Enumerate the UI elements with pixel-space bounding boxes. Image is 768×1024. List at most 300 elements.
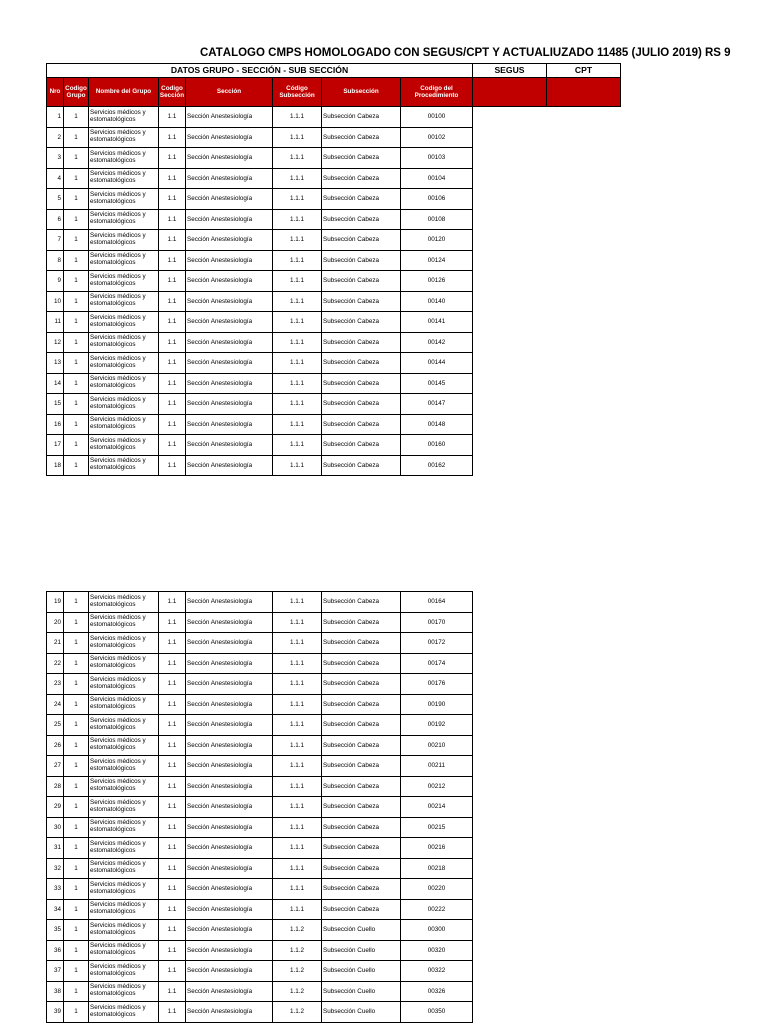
cell-subseccion: Subsección Cabeza — [322, 694, 401, 715]
cell-codigo-subseccion: 1.1.1 — [273, 756, 322, 777]
cell-nombre-grupo: Servicios médicos y estomatológicos — [89, 107, 159, 128]
cell-subseccion: Subsección Cabeza — [322, 674, 401, 695]
cell-seccion: Sección Anestesiología — [186, 312, 273, 333]
cell-nro: 18 — [47, 455, 64, 476]
cell-codigo-subseccion: 1.1.1 — [273, 653, 322, 674]
cell-codigo-subseccion: 1.1.1 — [273, 394, 322, 415]
cell-nombre-grupo: Servicios médicos y estomatológicos — [89, 189, 159, 210]
cell-codigo-grupo: 1 — [64, 715, 89, 736]
cell-subseccion: Subsección Cabeza — [322, 797, 401, 818]
cell-codigo-seccion: 1.1 — [159, 271, 186, 292]
header-band-row — [47, 64, 621, 78]
cell-codigo-grupo: 1 — [64, 592, 89, 613]
cell-seccion: Sección Anestesiología — [186, 107, 273, 128]
cell-codigo-grupo: 1 — [64, 776, 89, 797]
cell-codigo-subseccion: 1.1.1 — [273, 107, 322, 128]
cell-codigo-procedimiento: 00142 — [401, 332, 473, 353]
cell-nro: 36 — [47, 940, 64, 961]
cell-subseccion: Subsección Cabeza — [322, 353, 401, 374]
cell-nombre-grupo: Servicios médicos y estomatológicos — [89, 920, 159, 941]
cell-subseccion: Subsección Cabeza — [322, 858, 401, 879]
cell-subseccion: Subsección Cabeza — [322, 756, 401, 777]
cell-codigo-grupo: 1 — [64, 858, 89, 879]
cell-nombre-grupo: Servicios médicos y estomatológicos — [89, 394, 159, 415]
table-row — [47, 756, 473, 777]
cell-codigo-grupo: 1 — [64, 435, 89, 456]
cell-subseccion: Subsección Cabeza — [322, 592, 401, 613]
cell-subseccion: Subsección Cabeza — [322, 612, 401, 633]
cell-nro: 1 — [47, 107, 64, 128]
cell-codigo-procedimiento: 00103 — [401, 148, 473, 169]
cell-codigo-procedimiento: 00215 — [401, 817, 473, 838]
table-row — [47, 858, 473, 879]
cell-codigo-procedimiento: 00164 — [401, 592, 473, 613]
cell-seccion: Sección Anestesiología — [186, 838, 273, 859]
cell-nombre-grupo: Servicios médicos y estomatológicos — [89, 271, 159, 292]
cell-codigo-subseccion: 1.1.1 — [273, 168, 322, 189]
cell-nombre-grupo: Servicios médicos y estomatológicos — [89, 735, 159, 756]
cell-codigo-subseccion: 1.1.1 — [273, 612, 322, 633]
cell-subseccion: Subsección Cabeza — [322, 373, 401, 394]
cell-seccion: Sección Anestesiología — [186, 435, 273, 456]
datos-grupo-header: DATOS GRUPO - SECCIÓN - SUB SECCIÓN — [47, 64, 473, 78]
cell-seccion: Sección Anestesiología — [186, 735, 273, 756]
cell-codigo-subseccion: 1.1.1 — [273, 250, 322, 271]
table-row — [47, 168, 621, 189]
cell-seccion: Sección Anestesiología — [186, 127, 273, 148]
cell-nro: 29 — [47, 797, 64, 818]
cell-codigo-subseccion: 1.1.1 — [273, 715, 322, 736]
cell-codigo-grupo: 1 — [64, 168, 89, 189]
cell-nro: 4 — [47, 168, 64, 189]
cell-codigo-procedimiento: 00102 — [401, 127, 473, 148]
col-header-codigo-seccion: Codigo Sección — [159, 78, 186, 107]
cell-codigo-grupo: 1 — [64, 633, 89, 654]
cell-nombre-grupo: Servicios médicos y estomatológicos — [89, 332, 159, 353]
cell-seccion: Sección Anestesiología — [186, 592, 273, 613]
cell-seccion: Sección Anestesiología — [186, 899, 273, 920]
cell-nombre-grupo: Servicios médicos y estomatológicos — [89, 776, 159, 797]
cell-subseccion: Subsección Cabeza — [322, 776, 401, 797]
cell-codigo-subseccion: 1.1.2 — [273, 1002, 322, 1023]
cell-nro: 35 — [47, 920, 64, 941]
cell-seccion: Sección Anestesiología — [186, 879, 273, 900]
cell-subseccion: Subsección Cabeza — [322, 271, 401, 292]
cell-codigo-grupo: 1 — [64, 373, 89, 394]
cell-codigo-seccion: 1.1 — [159, 961, 186, 982]
cell-nro: 25 — [47, 715, 64, 736]
cell-nro: 3 — [47, 148, 64, 169]
cell-codigo-subseccion: 1.1.1 — [273, 435, 322, 456]
table-row — [47, 633, 473, 654]
col-header-nombre-grupo: Nombre del Grupo — [89, 78, 159, 107]
cell-nombre-grupo: Servicios médicos y estomatológicos — [89, 127, 159, 148]
cell-nro: 24 — [47, 694, 64, 715]
cell-nro: 21 — [47, 633, 64, 654]
cell-codigo-seccion: 1.1 — [159, 899, 186, 920]
cell-codigo-grupo: 1 — [64, 189, 89, 210]
cell-codigo-seccion: 1.1 — [159, 735, 186, 756]
cell-nro: 9 — [47, 271, 64, 292]
cell-codigo-grupo: 1 — [64, 879, 89, 900]
table-row — [47, 435, 621, 456]
cell-nro: 22 — [47, 653, 64, 674]
cell-nombre-grupo: Servicios médicos y estomatológicos — [89, 838, 159, 859]
cell-nro: 15 — [47, 394, 64, 415]
cell-nombre-grupo: Servicios médicos y estomatológicos — [89, 312, 159, 333]
cell-nro: 39 — [47, 1002, 64, 1023]
cell-codigo-grupo: 1 — [64, 797, 89, 818]
cell-subseccion: Subsección Cabeza — [322, 715, 401, 736]
cell-codigo-grupo: 1 — [64, 674, 89, 695]
cell-codigo-subseccion: 1.1.1 — [273, 694, 322, 715]
cell-codigo-subseccion: 1.1.1 — [273, 592, 322, 613]
cell-seccion: Sección Anestesiología — [186, 271, 273, 292]
cell-codigo-seccion: 1.1 — [159, 694, 186, 715]
table-row — [47, 879, 473, 900]
cell-nro: 17 — [47, 435, 64, 456]
cell-codigo-procedimiento: 00211 — [401, 756, 473, 777]
cell-codigo-subseccion: 1.1.1 — [273, 312, 322, 333]
catalog-table-block-1 — [46, 63, 621, 476]
cell-codigo-grupo: 1 — [64, 332, 89, 353]
cell-seccion: Sección Anestesiología — [186, 694, 273, 715]
cpt-header: CPT — [547, 64, 621, 78]
cell-subseccion: Subsección Cabeza — [322, 817, 401, 838]
cell-codigo-grupo: 1 — [64, 735, 89, 756]
cell-seccion: Sección Anestesiología — [186, 455, 273, 476]
cell-nro: 5 — [47, 189, 64, 210]
cell-nombre-grupo: Servicios médicos y estomatológicos — [89, 209, 159, 230]
cell-codigo-seccion: 1.1 — [159, 168, 186, 189]
cell-nombre-grupo: Servicios médicos y estomatológicos — [89, 373, 159, 394]
cell-codigo-grupo: 1 — [64, 653, 89, 674]
cell-codigo-seccion: 1.1 — [159, 612, 186, 633]
cell-nro: 7 — [47, 230, 64, 251]
cell-codigo-subseccion: 1.1.1 — [273, 271, 322, 292]
table-row — [47, 291, 621, 312]
cell-subseccion: Subsección Cabeza — [322, 455, 401, 476]
table-row — [47, 127, 621, 148]
cell-codigo-subseccion: 1.1.1 — [273, 127, 322, 148]
cell-codigo-subseccion: 1.1.1 — [273, 674, 322, 695]
cell-codigo-subseccion: 1.1.1 — [273, 633, 322, 654]
cell-codigo-seccion: 1.1 — [159, 981, 186, 1002]
cell-nro: 14 — [47, 373, 64, 394]
cell-nro: 28 — [47, 776, 64, 797]
cell-codigo-subseccion: 1.1.1 — [273, 817, 322, 838]
table-row — [47, 230, 621, 251]
cell-subseccion: Subsección Cabeza — [322, 189, 401, 210]
cell-codigo-subseccion: 1.1.1 — [273, 858, 322, 879]
cell-codigo-seccion: 1.1 — [159, 653, 186, 674]
table-row — [47, 694, 473, 715]
table-row — [47, 394, 621, 415]
cell-nombre-grupo: Servicios médicos y estomatológicos — [89, 435, 159, 456]
table-row — [47, 920, 473, 941]
cell-codigo-procedimiento: 00214 — [401, 797, 473, 818]
cell-codigo-grupo: 1 — [64, 353, 89, 374]
cell-nombre-grupo: Servicios médicos y estomatológicos — [89, 230, 159, 251]
table-row — [47, 271, 621, 292]
column-header-row — [47, 78, 621, 107]
cell-seccion: Sección Anestesiología — [186, 920, 273, 941]
cell-nombre-grupo: Servicios médicos y estomatológicos — [89, 817, 159, 838]
cell-codigo-procedimiento: 00192 — [401, 715, 473, 736]
cell-codigo-subseccion: 1.1.1 — [273, 209, 322, 230]
cell-codigo-subseccion: 1.1.1 — [273, 148, 322, 169]
cell-nombre-grupo: Servicios médicos y estomatológicos — [89, 961, 159, 982]
cell-subseccion: Subsección Cabeza — [322, 435, 401, 456]
cell-codigo-procedimiento: 00145 — [401, 373, 473, 394]
cell-nro: 19 — [47, 592, 64, 613]
cell-codigo-seccion: 1.1 — [159, 414, 186, 435]
cell-seccion: Sección Anestesiología — [186, 633, 273, 654]
cell-codigo-subseccion: 1.1.1 — [273, 230, 322, 251]
cell-seccion: Sección Anestesiología — [186, 756, 273, 777]
cell-codigo-grupo: 1 — [64, 455, 89, 476]
cell-codigo-grupo: 1 — [64, 920, 89, 941]
cell-codigo-grupo: 1 — [64, 981, 89, 1002]
cell-codigo-grupo: 1 — [64, 1002, 89, 1023]
cell-codigo-seccion: 1.1 — [159, 250, 186, 271]
cell-seccion: Sección Anestesiología — [186, 817, 273, 838]
cell-seccion: Sección Anestesiología — [186, 373, 273, 394]
cell-codigo-procedimiento: 00170 — [401, 612, 473, 633]
cell-nombre-grupo: Servicios médicos y estomatológicos — [89, 168, 159, 189]
catalog-table-block-2 — [46, 591, 473, 1023]
table-row — [47, 189, 621, 210]
table-row — [47, 353, 621, 374]
table-row — [47, 940, 473, 961]
cell-codigo-grupo: 1 — [64, 230, 89, 251]
cell-codigo-seccion: 1.1 — [159, 920, 186, 941]
cell-nombre-grupo: Servicios médicos y estomatológicos — [89, 455, 159, 476]
cell-nro: 23 — [47, 674, 64, 695]
cell-nombre-grupo: Servicios médicos y estomatológicos — [89, 592, 159, 613]
table-row — [47, 899, 473, 920]
cell-codigo-procedimiento: 00120 — [401, 230, 473, 251]
cell-nombre-grupo: Servicios médicos y estomatológicos — [89, 633, 159, 654]
table-row — [47, 1002, 473, 1023]
cell-nro: 2 — [47, 127, 64, 148]
cell-codigo-seccion: 1.1 — [159, 435, 186, 456]
cell-nro: 16 — [47, 414, 64, 435]
cell-subseccion: Subsección Cabeza — [322, 168, 401, 189]
cell-codigo-grupo: 1 — [64, 271, 89, 292]
cell-seccion: Sección Anestesiología — [186, 612, 273, 633]
cell-nombre-grupo: Servicios médicos y estomatológicos — [89, 674, 159, 695]
cell-seccion: Sección Anestesiología — [186, 414, 273, 435]
cell-codigo-subseccion: 1.1.2 — [273, 981, 322, 1002]
cell-codigo-procedimiento: 00100 — [401, 107, 473, 128]
table-row — [47, 961, 473, 982]
cell-codigo-grupo: 1 — [64, 107, 89, 128]
cell-seccion: Sección Anestesiología — [186, 250, 273, 271]
cell-nombre-grupo: Servicios médicos y estomatológicos — [89, 612, 159, 633]
cell-codigo-seccion: 1.1 — [159, 838, 186, 859]
cell-codigo-seccion: 1.1 — [159, 394, 186, 415]
cell-codigo-subseccion: 1.1.1 — [273, 838, 322, 859]
col-header-seccion: Sección — [186, 78, 273, 107]
table-row — [47, 332, 621, 353]
cell-seccion: Sección Anestesiología — [186, 674, 273, 695]
cell-codigo-seccion: 1.1 — [159, 633, 186, 654]
cell-codigo-seccion: 1.1 — [159, 107, 186, 128]
table-body-block-2 — [47, 592, 473, 1023]
cell-codigo-procedimiento: 00124 — [401, 250, 473, 271]
cell-codigo-procedimiento: 00148 — [401, 414, 473, 435]
table-row — [47, 592, 473, 613]
cell-seccion: Sección Anestesiología — [186, 961, 273, 982]
table-row — [47, 455, 621, 476]
cell-codigo-procedimiento: 00220 — [401, 879, 473, 900]
cell-codigo-seccion: 1.1 — [159, 230, 186, 251]
cell-nro: 20 — [47, 612, 64, 633]
cell-nro: 34 — [47, 899, 64, 920]
segus-column-fill — [473, 78, 547, 107]
cell-codigo-procedimiento: 00126 — [401, 271, 473, 292]
cell-seccion: Sección Anestesiología — [186, 715, 273, 736]
cell-nro: 32 — [47, 858, 64, 879]
cell-nombre-grupo: Servicios médicos y estomatológicos — [89, 797, 159, 818]
cell-codigo-seccion: 1.1 — [159, 817, 186, 838]
cell-subseccion: Subsección Cuello — [322, 961, 401, 982]
cell-codigo-procedimiento: 00160 — [401, 435, 473, 456]
cell-subseccion: Subsección Cabeza — [322, 653, 401, 674]
cell-codigo-procedimiento: 00300 — [401, 920, 473, 941]
cell-seccion: Sección Anestesiología — [186, 858, 273, 879]
table-body-block-1 — [47, 107, 621, 476]
cell-codigo-seccion: 1.1 — [159, 879, 186, 900]
cell-codigo-grupo: 1 — [64, 209, 89, 230]
cell-nombre-grupo: Servicios médicos y estomatológicos — [89, 879, 159, 900]
cell-codigo-subseccion: 1.1.1 — [273, 373, 322, 394]
cell-nombre-grupo: Servicios médicos y estomatológicos — [89, 291, 159, 312]
cell-nombre-grupo: Servicios médicos y estomatológicos — [89, 981, 159, 1002]
cell-codigo-seccion: 1.1 — [159, 332, 186, 353]
cell-codigo-subseccion: 1.1.1 — [273, 797, 322, 818]
cell-nombre-grupo: Servicios médicos y estomatológicos — [89, 756, 159, 777]
cell-codigo-subseccion: 1.1.1 — [273, 776, 322, 797]
cell-codigo-subseccion: 1.1.2 — [273, 961, 322, 982]
table-row — [47, 674, 473, 695]
cell-nombre-grupo: Servicios médicos y estomatológicos — [89, 148, 159, 169]
cell-codigo-procedimiento: 00222 — [401, 899, 473, 920]
cell-nro: 33 — [47, 879, 64, 900]
cell-codigo-procedimiento: 00147 — [401, 394, 473, 415]
cell-subseccion: Subsección Cabeza — [322, 148, 401, 169]
cell-codigo-procedimiento: 00320 — [401, 940, 473, 961]
table-row — [47, 838, 473, 859]
cell-codigo-procedimiento: 00210 — [401, 735, 473, 756]
cell-subseccion: Subsección Cabeza — [322, 899, 401, 920]
table-row — [47, 250, 621, 271]
cell-codigo-grupo: 1 — [64, 694, 89, 715]
cell-codigo-seccion: 1.1 — [159, 209, 186, 230]
table-row — [47, 148, 621, 169]
cell-codigo-procedimiento: 00190 — [401, 694, 473, 715]
cell-codigo-grupo: 1 — [64, 817, 89, 838]
cell-seccion: Sección Anestesiología — [186, 981, 273, 1002]
cell-codigo-procedimiento: 00162 — [401, 455, 473, 476]
cell-codigo-subseccion: 1.1.1 — [273, 899, 322, 920]
cell-codigo-seccion: 1.1 — [159, 148, 186, 169]
table-row — [47, 776, 473, 797]
cell-nro: 6 — [47, 209, 64, 230]
cell-nombre-grupo: Servicios médicos y estomatológicos — [89, 414, 159, 435]
cell-subseccion: Subsección Cabeza — [322, 879, 401, 900]
cell-seccion: Sección Anestesiología — [186, 332, 273, 353]
col-header-codigo-procedimiento: Codigo del Procedimiento — [401, 78, 473, 107]
cell-codigo-grupo: 1 — [64, 756, 89, 777]
cell-codigo-procedimiento: 00141 — [401, 312, 473, 333]
cell-subseccion: Subsección Cabeza — [322, 250, 401, 271]
table-row — [47, 797, 473, 818]
cell-nro: 13 — [47, 353, 64, 374]
cell-subseccion: Subsección Cabeza — [322, 633, 401, 654]
cell-nro: 31 — [47, 838, 64, 859]
cell-codigo-procedimiento: 00218 — [401, 858, 473, 879]
cell-codigo-grupo: 1 — [64, 961, 89, 982]
col-header-codigo-grupo: Codigo Grupo — [64, 78, 89, 107]
cell-codigo-grupo: 1 — [64, 838, 89, 859]
table-row — [47, 653, 473, 674]
cell-codigo-procedimiento: 00322 — [401, 961, 473, 982]
cell-nombre-grupo: Servicios médicos y estomatológicos — [89, 940, 159, 961]
cell-seccion: Sección Anestesiología — [186, 189, 273, 210]
cell-codigo-grupo: 1 — [64, 312, 89, 333]
cell-nro: 27 — [47, 756, 64, 777]
cell-seccion: Sección Anestesiología — [186, 291, 273, 312]
cell-subseccion: Subsección Cabeza — [322, 230, 401, 251]
cell-seccion: Sección Anestesiología — [186, 776, 273, 797]
cell-codigo-procedimiento: 00326 — [401, 981, 473, 1002]
cell-codigo-grupo: 1 — [64, 250, 89, 271]
cell-seccion: Sección Anestesiología — [186, 940, 273, 961]
cell-codigo-seccion: 1.1 — [159, 373, 186, 394]
cell-seccion: Sección Anestesiología — [186, 797, 273, 818]
cell-codigo-grupo: 1 — [64, 394, 89, 415]
cell-nombre-grupo: Servicios médicos y estomatológicos — [89, 694, 159, 715]
cell-nombre-grupo: Servicios médicos y estomatológicos — [89, 899, 159, 920]
cell-codigo-seccion: 1.1 — [159, 940, 186, 961]
cell-codigo-grupo: 1 — [64, 291, 89, 312]
cell-subseccion: Subsección Cabeza — [322, 735, 401, 756]
cell-codigo-seccion: 1.1 — [159, 455, 186, 476]
cell-codigo-seccion: 1.1 — [159, 674, 186, 695]
cell-codigo-seccion: 1.1 — [159, 756, 186, 777]
cell-nombre-grupo: Servicios médicos y estomatológicos — [89, 1002, 159, 1023]
table-row — [47, 715, 473, 736]
cell-codigo-procedimiento: 00174 — [401, 653, 473, 674]
cell-codigo-subseccion: 1.1.1 — [273, 332, 322, 353]
cell-subseccion: Subsección Cabeza — [322, 107, 401, 128]
cell-nro: 38 — [47, 981, 64, 1002]
cell-codigo-procedimiento: 00176 — [401, 674, 473, 695]
cell-codigo-procedimiento: 00108 — [401, 209, 473, 230]
cell-subseccion: Subsección Cuello — [322, 981, 401, 1002]
cell-codigo-procedimiento: 00104 — [401, 168, 473, 189]
cell-subseccion: Subsección Cuello — [322, 1002, 401, 1023]
cell-codigo-seccion: 1.1 — [159, 291, 186, 312]
segus-header: SEGUS — [473, 64, 547, 78]
cell-seccion: Sección Anestesiología — [186, 394, 273, 415]
catalog-title: CATÁLOGO CMPS HOMOLOGADO CON SEGUS/CPT Y ACTUALIUZADO 11485 (JULIO 2019) RS 9 — [200, 47, 731, 59]
cell-nro: 30 — [47, 817, 64, 838]
cell-codigo-seccion: 1.1 — [159, 353, 186, 374]
cell-nombre-grupo: Servicios médicos y estomatológicos — [89, 858, 159, 879]
